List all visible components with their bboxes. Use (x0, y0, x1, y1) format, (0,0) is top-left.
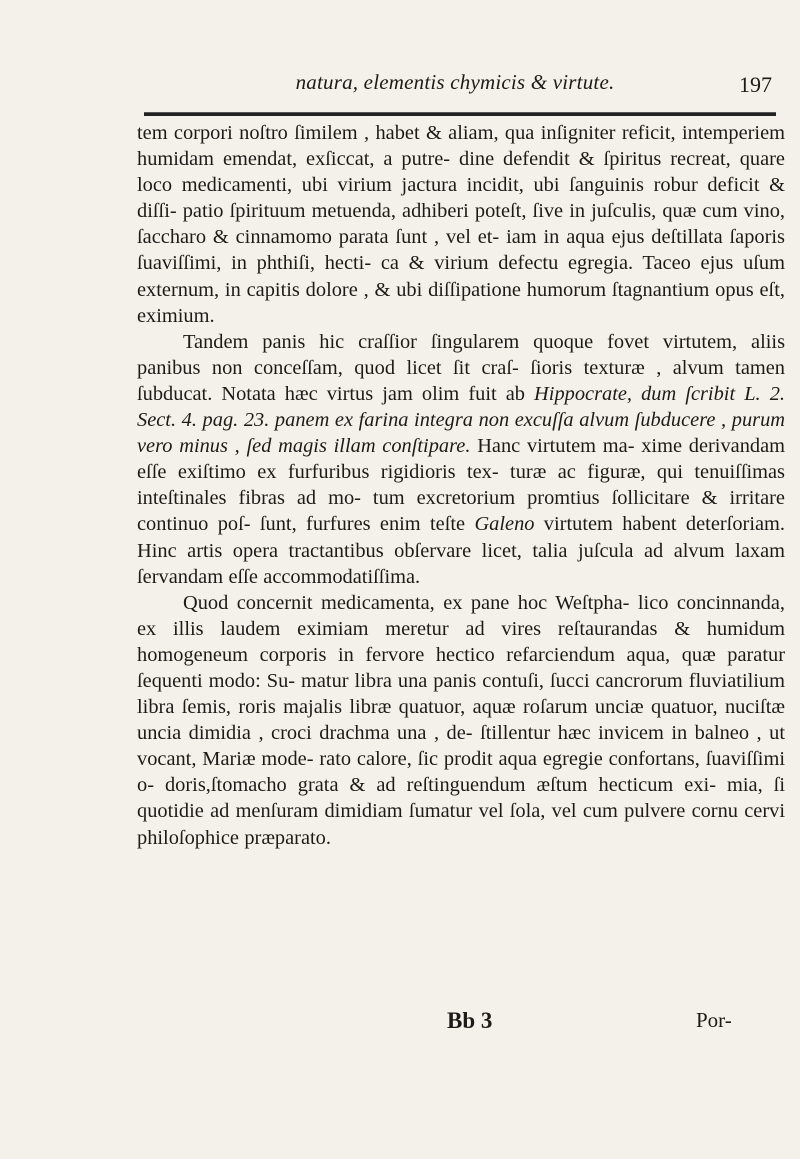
paragraph-2-text-e: virtutem habent deterſoriam. Hinc artis opera tractantibus obſervare licet, talia juſcula ad alvum laxam ſervandam eſſe accommodatiſſima. (137, 513, 785, 588)
paragraph-3: Quod concernit medicamenta, ex pane hoc Weſtpha- lico concinnanda, ex illis laudem eximiam meretur ad vires reſtaurandas & humidum homogeneum corporis in fervore hectico refarciendum aqua, quæ paratur ſequenti modo: Su- matur libra una panis contuſi, ſucci cancrorum fluviatilium libra ſemis, roris majalis libræ quatuor, aquæ roſarum unciæ quatuor, nuciſtæ uncia dimidia , croci drachma una , de- ſtillentur hæc invicem in balneo , ut vocant, Mariæ mode- rato calore, ſic prodit aqua egregie confortans, ſuaviſſimi o- doris,ſtomacho grata & ad reſtinguendum æſtum hecticum exi- mia, ſi quotidie ad menſuram dimidiam ſumatur vel ſola, vel cum pulvere cornu cervi philoſophice præparato. (137, 591, 785, 849)
galen-name: Galeno (474, 513, 535, 536)
paragraph-2-text-a: Tandem panis hic craſſior ſingularem quoque fovet virtutem, aliis panibus non conceſſam, quod licet ſit craſ- ſioris texturæ , alvum tamen ſubducat. Notata hæc virtus jam olim fuit ab (137, 330, 785, 405)
paragraph-2-text-c: Hanc virtutem ma- xime derivandam eſſe exiſtimo ex furfuribus rigidioris tex- turæ ac figuræ, qui tenuiſſimas inteſtinales fibras ad mo- tum excretorium promtius ſollicitare & irritare continuo poſ- ſunt, furfures enim teſte (137, 435, 785, 536)
page-number: 197 (739, 72, 772, 97)
paragraph-2 (137, 329, 785, 590)
catchword: Por- (696, 1008, 732, 1032)
body-text (137, 120, 785, 851)
hippocrates-citation: Hippocrate, dum ſcribit L. 2. Sect. 4. pag. 23. panem ex farina integra non excuſſa alvum ſubducere , purum vero minus , ſed magis illam conſtipare. (137, 382, 785, 458)
running-title: natura, elementis chymicis & virtute. (295, 70, 615, 94)
paragraph-1: tem corpori noſtro ſimilem , habet & aliam, qua inſigniter reficit, intemperiem humidam emendat, exſiccat, a putre- dine defendit & ſpiritus recreat, quare loco medicamenti, ubi virium jactura incidit, ubi ſanguinis robur deficit & diſſi- patio ſpirituum metuenda, adhiberi poteſt, ſive in juſculis, quæ cum vino, ſaccharo & cinnamomo parata ſunt , vel et- iam in aqua ejus deſtillata ſaporis ſuaviſſimi, in phthiſi, hecti- ca & virium defectu egregia. Taceo ejus uſum externum, in capitis dolore , & ubi diſſipatione humorum ſtagnantium opus eſt, eximium. (137, 122, 785, 327)
signature-mark: Bb 3 (447, 1008, 493, 1033)
header-rule (144, 112, 776, 116)
